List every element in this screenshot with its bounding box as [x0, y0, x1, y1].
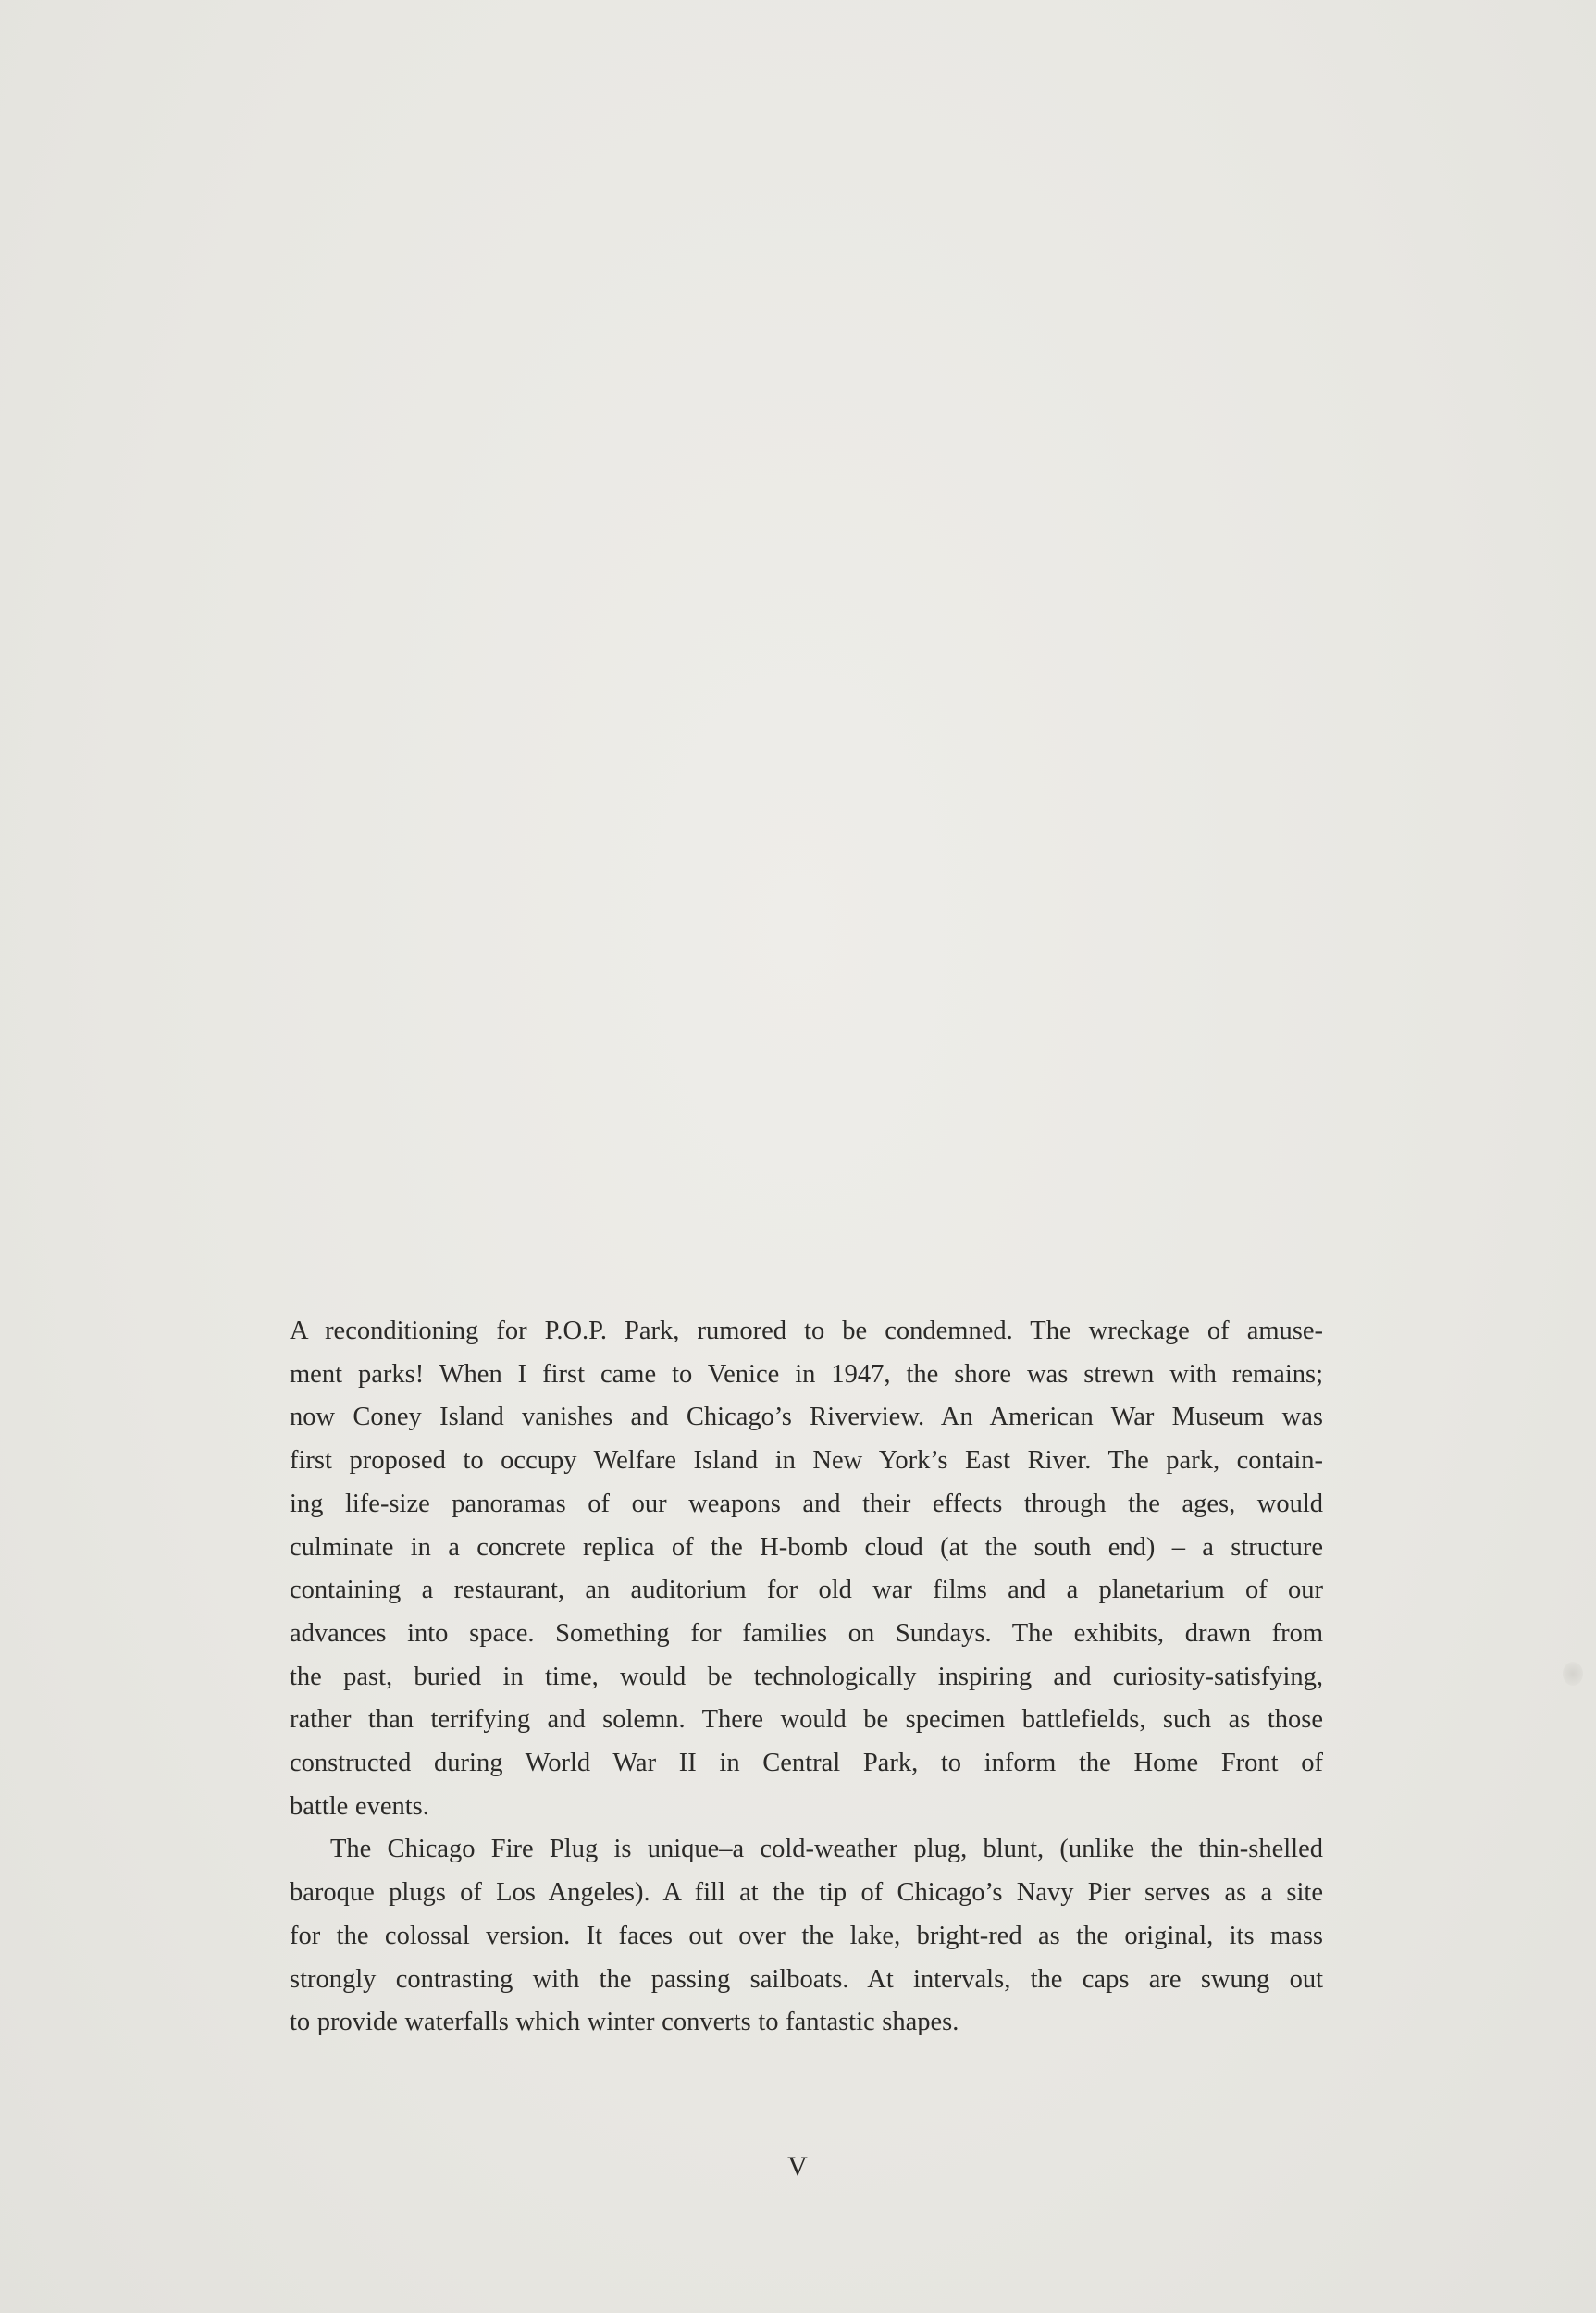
- text-line: now Coney Island vanishes and Chicago’s Riverview. An American War Museum was: [290, 1403, 1323, 1432]
- text-line: to provide waterfalls which winter converts to fantastic shapes.: [290, 2008, 959, 2037]
- text-line: strongly contrasting with the passing sailboats. At intervals, the caps are swung out: [290, 1964, 1323, 1994]
- text-line: advances into space. Something for families on Sundays. The exhibits, drawn from: [290, 1618, 1323, 1648]
- body-text: [290, 1310, 1323, 2045]
- text-line: first proposed to occupy Welfare Island in New York’s East River. The park, contain-: [290, 1446, 1323, 1476]
- text-line: ment parks! When I first came to Venice in 1947, the shore was strewn with remains;: [290, 1359, 1323, 1389]
- paragraph-1: [290, 1310, 1323, 1828]
- paragraph-2: [290, 1828, 1323, 2045]
- text-line: battle events.: [290, 1791, 429, 1821]
- page-number: V: [787, 2151, 809, 2182]
- text-line: for the colossal version. It faces out over the lake, bright-red as the original, its mass: [290, 1921, 1323, 1950]
- text-line: culminate in a concrete replica of the H-bomb cloud (at the south end) – a structure: [290, 1532, 1323, 1562]
- text-line: The Chicago Fire Plug is unique–a cold-weather plug, blunt, (unlike the thin-shelled: [330, 1835, 1323, 1864]
- text-line: A reconditioning for P.O.P. Park, rumored to be condemned. The wreckage of amuse-: [290, 1317, 1323, 1345]
- text-line: ing life-size panoramas of our weapons and their effects through the ages, would: [290, 1489, 1323, 1518]
- text-line: containing a restaurant, an auditorium for old war films and a planetarium of our: [290, 1576, 1323, 1605]
- text-line: rather than terrifying and solemn. There would be specimen battlefields, such as those: [290, 1705, 1323, 1735]
- text-line: constructed during World War II in Central Park, to inform the Home Front of: [290, 1749, 1323, 1778]
- paper-speck: [1563, 1662, 1583, 1686]
- text-line: the past, buried in time, would be technologically inspiring and curiosity-satisfying,: [290, 1662, 1323, 1691]
- text-line: baroque plugs of Los Angeles). A fill at the tip of Chicago’s Navy Pier serves as a site: [290, 1878, 1323, 1908]
